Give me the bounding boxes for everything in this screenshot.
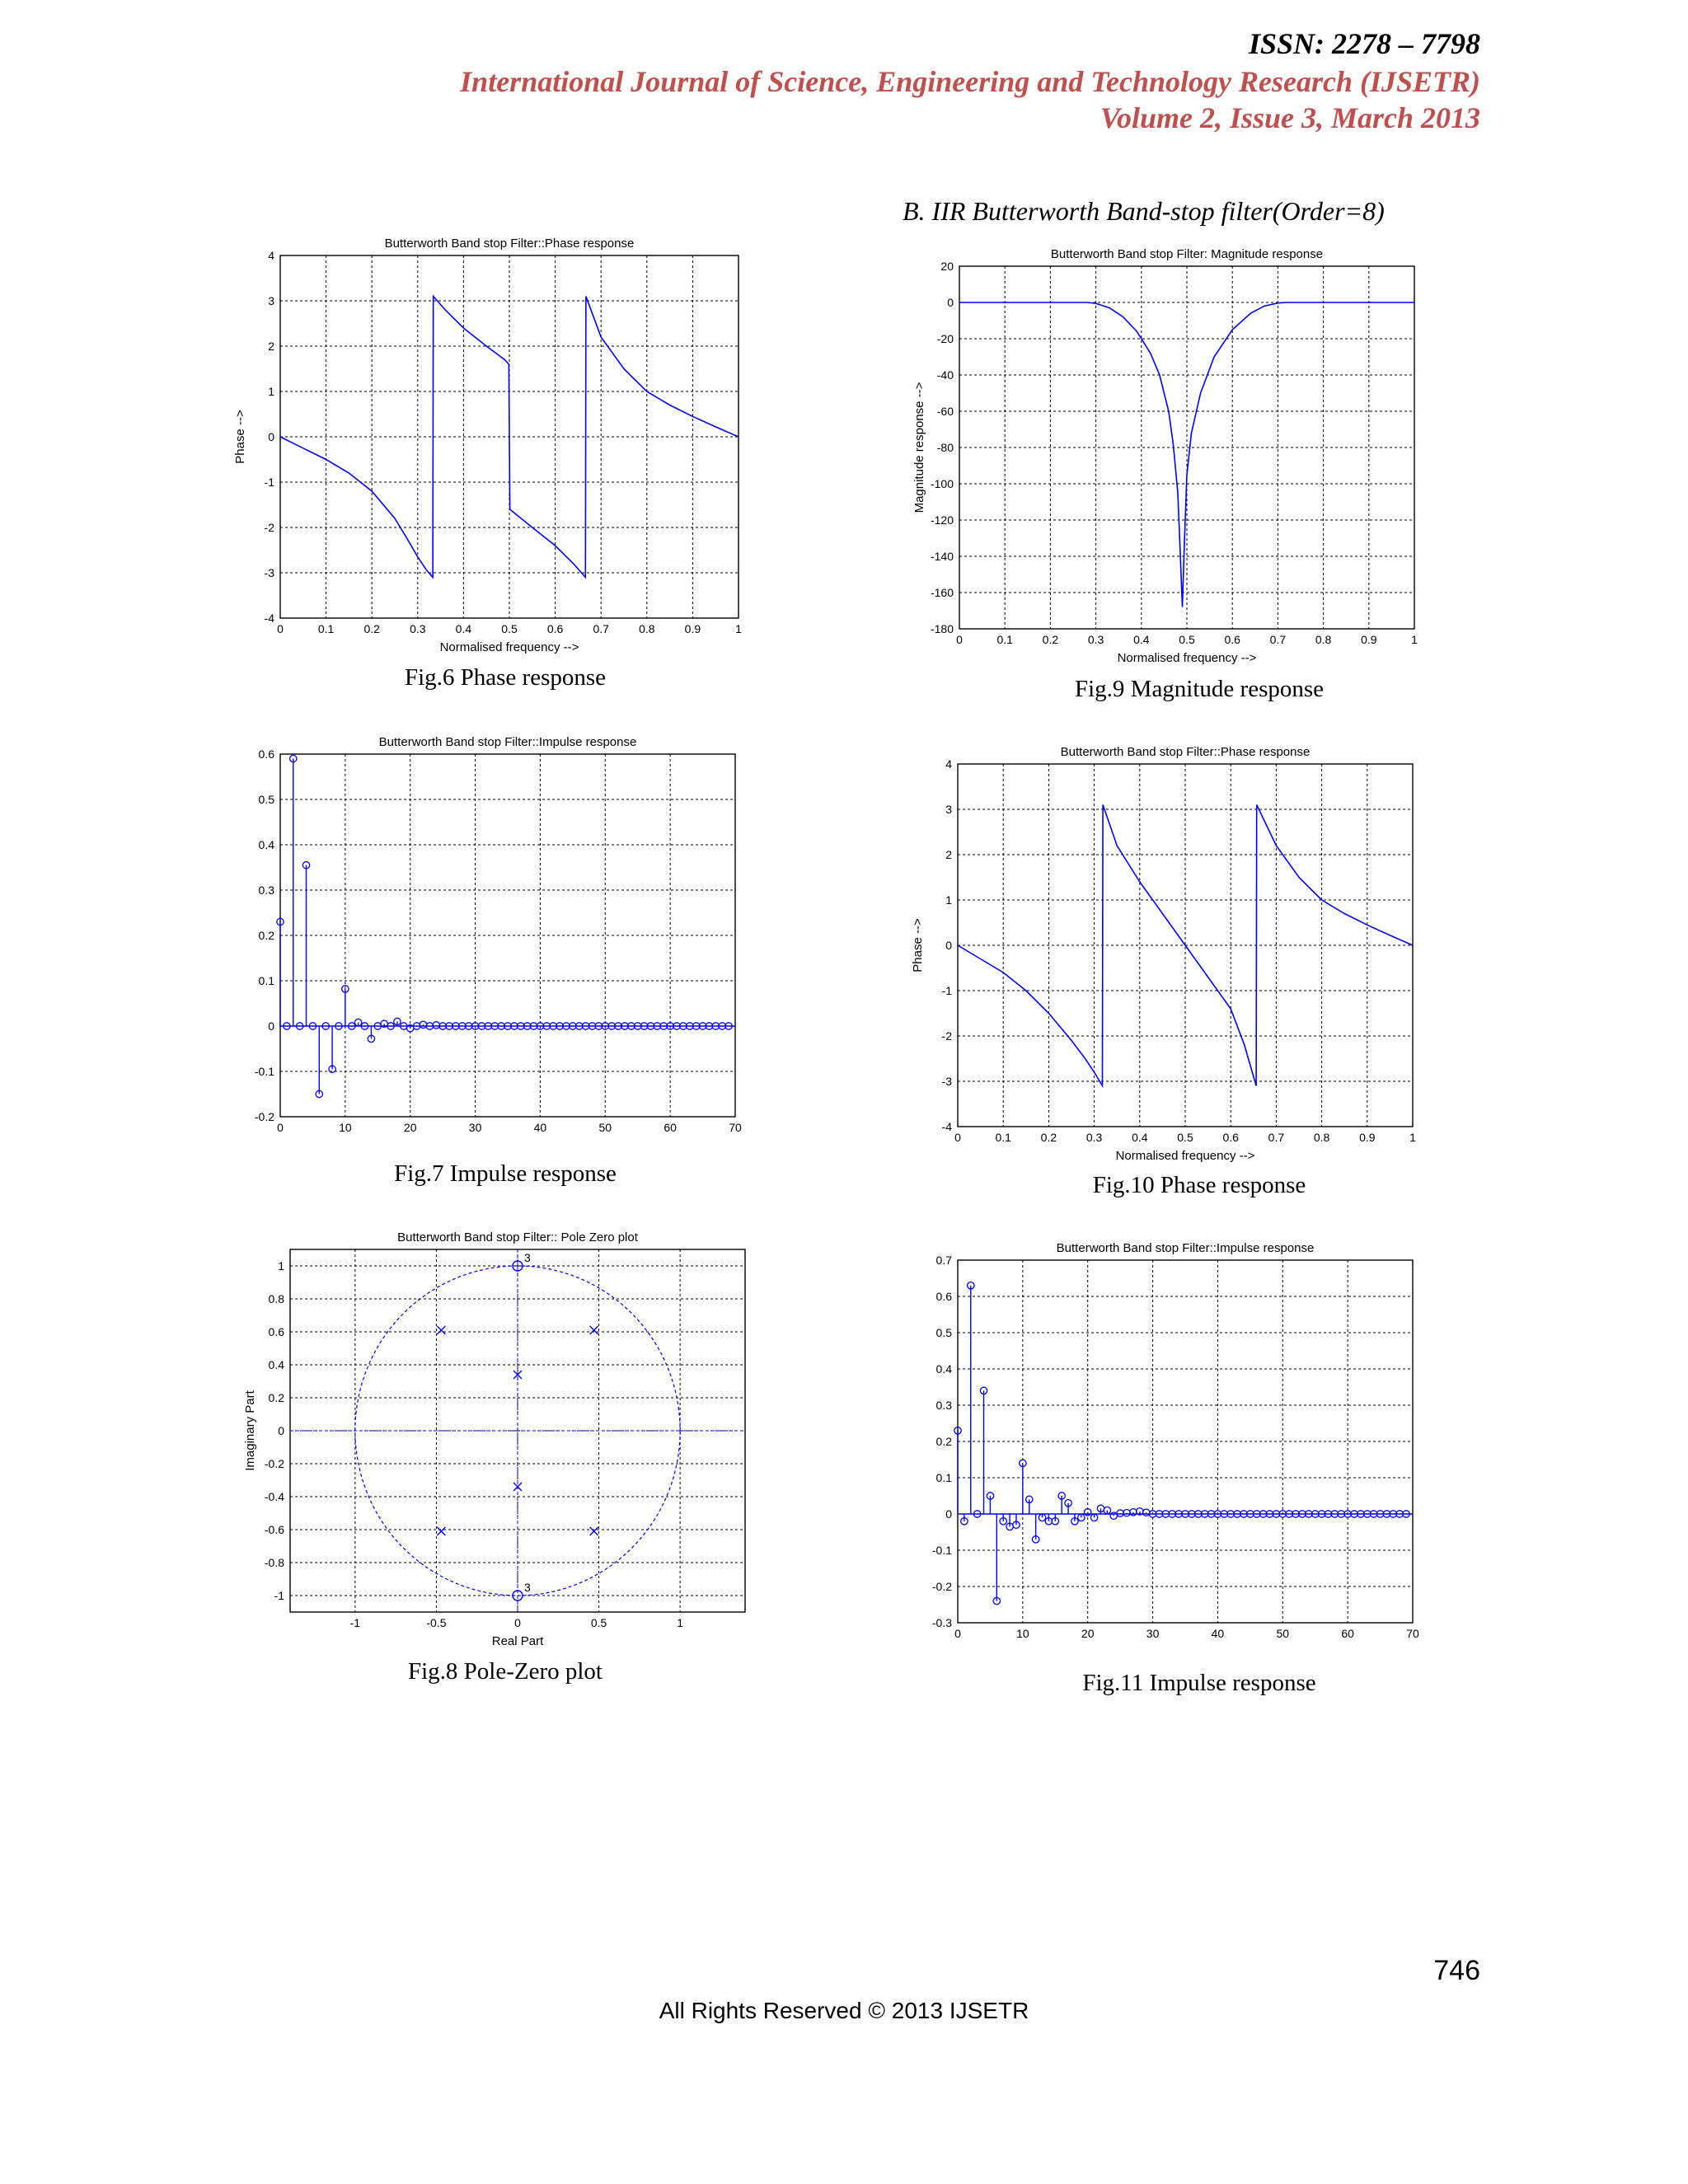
plot-data bbox=[280, 297, 738, 578]
x-tick-label: 0.4 bbox=[455, 622, 472, 635]
x-tick-label: 70 bbox=[729, 1121, 742, 1134]
y-tick-label: -80 bbox=[936, 441, 954, 454]
x-tick-label: 0.4 bbox=[1132, 1131, 1148, 1144]
x-tick-label: 0.5 bbox=[501, 622, 518, 635]
x-tick-label: 0.3 bbox=[1087, 633, 1104, 646]
x-tick-label: 0.8 bbox=[1313, 1131, 1330, 1144]
chart-svg-fig10 bbox=[911, 738, 1429, 1174]
journal-title: International Journal of Science, Engineering and Technology Research (IJSETR) bbox=[460, 65, 1480, 98]
y-tick-label: 20 bbox=[940, 260, 954, 273]
y-tick-label: 0.4 bbox=[935, 1362, 952, 1376]
x-tick-label: 1 bbox=[1411, 633, 1418, 646]
y-tick-label: -160 bbox=[930, 586, 954, 599]
x-tick-label: 0 bbox=[277, 1121, 284, 1134]
x-tick-label: 50 bbox=[1276, 1627, 1290, 1640]
x-tick-label: 0.2 bbox=[1042, 633, 1059, 646]
y-tick-label: -0.3 bbox=[931, 1616, 952, 1629]
pole-marker bbox=[590, 1326, 598, 1334]
x-tick-label: 0.5 bbox=[1177, 1131, 1193, 1144]
stem-marker bbox=[1117, 1510, 1123, 1516]
issn-header: ISSN: 2278 – 7798 bbox=[1248, 27, 1480, 60]
x-tick-label: 30 bbox=[468, 1121, 482, 1134]
y-tick-label: 0.4 bbox=[268, 1358, 284, 1371]
x-tick-label: 0.8 bbox=[639, 622, 655, 635]
y-axis-label: Magnitude response --> bbox=[912, 382, 926, 513]
chart-fig9-magnitude bbox=[908, 243, 1431, 677]
x-tick-label: 0.8 bbox=[1315, 633, 1332, 646]
y-tick-label: 4 bbox=[268, 249, 274, 262]
caption-fig9: Fig.9 Magnitude response bbox=[1074, 676, 1325, 702]
caption-fig8: Fig.8 Pole-Zero plot bbox=[407, 1658, 603, 1685]
y-tick-label: -1 bbox=[264, 476, 274, 489]
chart-fig7-impulse bbox=[229, 725, 752, 1145]
grid-lines bbox=[958, 1260, 1413, 1623]
x-tick-label: 0 bbox=[954, 1131, 961, 1144]
x-tick-label: 0.6 bbox=[546, 622, 564, 635]
y-tick-label: -1 bbox=[941, 984, 952, 997]
x-axis-label: Normalised frequency --> bbox=[1117, 651, 1257, 665]
y-tick-label: 0 bbox=[945, 1507, 952, 1521]
x-tick-label: 20 bbox=[1081, 1627, 1095, 1640]
chart-svg-fig11 bbox=[917, 1234, 1429, 1651]
x-tick-label: 0.5 bbox=[1179, 633, 1195, 646]
y-tick-label: 0.8 bbox=[268, 1292, 284, 1305]
chart-title: Butterworth Band stop Filter: Magnitude response bbox=[1050, 247, 1324, 261]
grid-lines bbox=[959, 266, 1414, 629]
y-tick-label: 2 bbox=[945, 848, 952, 861]
x-tick-label: 0.1 bbox=[995, 1131, 1011, 1144]
y-tick-label: -3 bbox=[941, 1075, 952, 1088]
y-tick-label: 1 bbox=[945, 893, 952, 907]
volume-issue: Volume 2, Issue 3, March 2013 bbox=[1100, 101, 1480, 134]
x-tick-label: 0.1 bbox=[317, 622, 335, 635]
y-tick-label: 0.6 bbox=[935, 1290, 952, 1303]
x-tick-label: -0.5 bbox=[426, 1616, 447, 1629]
y-axis-label: Phase --> bbox=[911, 918, 925, 972]
x-tick-label: 60 bbox=[663, 1121, 677, 1134]
y-tick-label: -2 bbox=[941, 1029, 952, 1043]
x-tick-label: 10 bbox=[339, 1121, 352, 1134]
y-tick-label: -2 bbox=[264, 521, 274, 534]
x-tick-label: 0.2 bbox=[363, 622, 380, 635]
x-axis-label: Normalised frequency --> bbox=[439, 640, 579, 654]
x-tick-label: 1 bbox=[677, 1616, 684, 1629]
y-tick-label: 0 bbox=[945, 939, 952, 952]
chart-title: Butterworth Band stop Filter::Phase response bbox=[1060, 745, 1311, 759]
y-tick-label: -40 bbox=[936, 368, 954, 382]
chart-svg-fig8 bbox=[229, 1221, 762, 1660]
y-tick-label: 0.7 bbox=[935, 1254, 952, 1267]
y-tick-label: -0.2 bbox=[931, 1580, 952, 1593]
x-tick-label: 0.9 bbox=[1359, 1131, 1376, 1144]
x-tick-label: 20 bbox=[403, 1121, 417, 1134]
zero-multiplicity-label: 3 bbox=[524, 1581, 531, 1594]
y-tick-label: 0.5 bbox=[935, 1326, 952, 1339]
x-tick-label: 60 bbox=[1341, 1627, 1354, 1640]
pole-marker bbox=[590, 1527, 598, 1535]
y-tick-label: -180 bbox=[930, 622, 954, 635]
y-tick-label: -4 bbox=[264, 612, 274, 625]
caption-fig6: Fig.6 Phase response bbox=[404, 664, 607, 691]
y-tick-label: -140 bbox=[930, 550, 954, 563]
pole-marker bbox=[437, 1527, 445, 1535]
x-tick-label: -1 bbox=[349, 1616, 361, 1629]
y-tick-label: 0.5 bbox=[258, 793, 274, 806]
series-line bbox=[280, 297, 738, 578]
y-axis-label: Phase --> bbox=[233, 410, 247, 464]
x-tick-label: 40 bbox=[1211, 1627, 1225, 1640]
y-tick-label: -1 bbox=[274, 1589, 284, 1602]
x-tick-label: 0.7 bbox=[1268, 1131, 1285, 1144]
pole-marker bbox=[437, 1326, 445, 1334]
grid-lines bbox=[280, 754, 735, 1117]
footer-copyright: All Rights Reserved © 2013 IJSETR bbox=[659, 1998, 1029, 2023]
page-number: 746 bbox=[1433, 1955, 1480, 1986]
y-tick-label: -0.2 bbox=[254, 1110, 274, 1123]
caption-fig7: Fig.7 Impulse response bbox=[394, 1160, 617, 1187]
chart-svg-fig7 bbox=[229, 725, 752, 1145]
x-tick-label: 0.3 bbox=[410, 622, 426, 635]
y-tick-label: 2 bbox=[268, 340, 274, 353]
x-tick-label: 0.7 bbox=[1269, 633, 1287, 646]
section-heading: B. IIR Butterworth Band-stop filter(Order=8) bbox=[903, 196, 1385, 226]
x-tick-label: 0.1 bbox=[996, 633, 1013, 646]
y-tick-label: 0.1 bbox=[258, 974, 274, 987]
x-tick-label: 0.9 bbox=[684, 622, 701, 635]
chart-fig10-phase bbox=[911, 738, 1429, 1174]
chart-svg-fig9 bbox=[908, 243, 1431, 677]
chart-title: Butterworth Band stop Filter::Phase response bbox=[384, 237, 635, 251]
x-tick-label: 40 bbox=[533, 1121, 547, 1134]
y-axis-label: Imaginary Part bbox=[243, 1390, 257, 1471]
y-tick-label: 0.2 bbox=[935, 1435, 952, 1448]
y-tick-label: 0 bbox=[947, 296, 954, 309]
chart-title: Butterworth Band stop Filter::Impulse response bbox=[1056, 1241, 1315, 1255]
y-tick-label: -0.4 bbox=[264, 1490, 284, 1503]
zero-multiplicity-label: 3 bbox=[524, 1251, 531, 1264]
y-tick-label: 0.3 bbox=[258, 883, 274, 897]
y-tick-label: 4 bbox=[945, 757, 952, 771]
chart-fig6-phase bbox=[229, 231, 755, 666]
x-tick-label: 0 bbox=[277, 622, 284, 635]
y-tick-label: -120 bbox=[930, 513, 954, 527]
x-tick-label: 0 bbox=[514, 1616, 521, 1629]
x-tick-label: 0 bbox=[956, 633, 963, 646]
y-tick-label: -0.6 bbox=[264, 1523, 284, 1536]
y-tick-label: -100 bbox=[930, 477, 954, 490]
caption-fig10: Fig.10 Phase response bbox=[1092, 1172, 1306, 1198]
y-tick-label: -0.1 bbox=[254, 1065, 274, 1078]
y-tick-label: -20 bbox=[936, 332, 954, 345]
y-tick-label: 0.4 bbox=[258, 838, 274, 851]
y-tick-label: 0.6 bbox=[258, 748, 274, 761]
y-tick-label: 0.1 bbox=[935, 1471, 952, 1484]
x-tick-label: 0.6 bbox=[1222, 1131, 1239, 1144]
y-tick-label: -3 bbox=[264, 566, 274, 579]
x-tick-label: 30 bbox=[1146, 1627, 1160, 1640]
x-axis-label: Normalised frequency --> bbox=[1115, 1149, 1255, 1163]
x-tick-label: 0.7 bbox=[593, 622, 609, 635]
y-tick-label: -0.2 bbox=[264, 1457, 284, 1470]
chart-fig11-impulse bbox=[917, 1234, 1429, 1651]
chart-fig8-pole-zero bbox=[229, 1221, 762, 1660]
y-tick-label: -60 bbox=[936, 405, 954, 418]
y-tick-label: 0.2 bbox=[258, 929, 274, 942]
x-tick-label: 70 bbox=[1406, 1627, 1419, 1640]
x-tick-label: 0.5 bbox=[590, 1616, 607, 1629]
x-tick-label: 0 bbox=[954, 1627, 961, 1640]
x-tick-label: 0.6 bbox=[1224, 633, 1240, 646]
x-tick-label: 0.2 bbox=[1040, 1131, 1057, 1144]
y-tick-label: -4 bbox=[941, 1120, 952, 1133]
stem-marker bbox=[1123, 1509, 1130, 1516]
y-tick-label: 0.2 bbox=[268, 1391, 284, 1404]
y-tick-label: 1 bbox=[268, 385, 274, 398]
x-tick-label: 50 bbox=[598, 1121, 612, 1134]
chart-title: Butterworth Band stop Filter:: Pole Zero plot bbox=[397, 1230, 638, 1244]
chart-title: Butterworth Band stop Filter::Impulse response bbox=[378, 735, 637, 749]
x-tick-label: 0.4 bbox=[1133, 633, 1150, 646]
y-tick-label: -0.8 bbox=[264, 1556, 284, 1569]
y-tick-label: 0 bbox=[268, 430, 274, 443]
plot-data bbox=[290, 1249, 745, 1612]
y-tick-label: 0.6 bbox=[268, 1325, 284, 1338]
y-tick-label: 3 bbox=[945, 803, 952, 816]
y-tick-label: 0.3 bbox=[935, 1399, 952, 1412]
y-tick-label: 3 bbox=[268, 294, 274, 307]
y-tick-label: 1 bbox=[278, 1259, 284, 1272]
x-tick-label: 0.3 bbox=[1085, 1131, 1103, 1144]
x-axis-label: Real Part bbox=[491, 1634, 544, 1648]
x-tick-label: 0.9 bbox=[1361, 633, 1377, 646]
chart-svg-fig6 bbox=[229, 231, 755, 666]
x-tick-label: 10 bbox=[1016, 1627, 1029, 1640]
stem-marker bbox=[433, 1022, 439, 1029]
y-tick-label: 0 bbox=[268, 1019, 274, 1033]
x-tick-label: 1 bbox=[735, 622, 742, 635]
x-tick-label: 1 bbox=[1409, 1131, 1416, 1144]
caption-fig11: Fig.11 Impulse response bbox=[1082, 1670, 1316, 1696]
y-tick-label: -0.1 bbox=[931, 1544, 952, 1557]
y-tick-label: 0 bbox=[278, 1424, 284, 1437]
